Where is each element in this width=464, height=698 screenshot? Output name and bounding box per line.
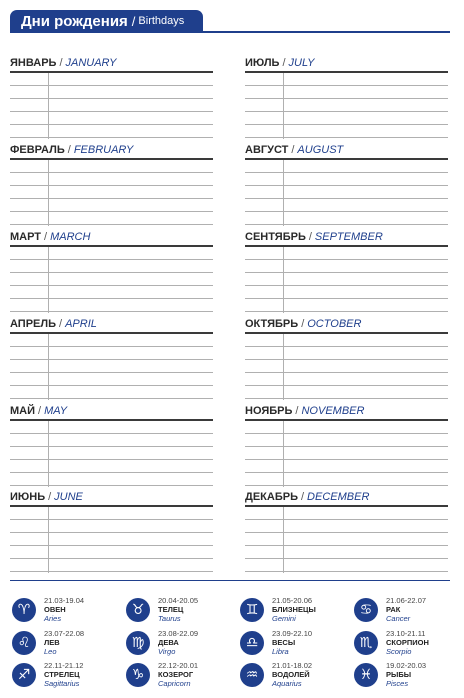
month-heading xyxy=(245,491,369,506)
zodiac-text xyxy=(44,661,83,688)
writing-line[interactable] xyxy=(245,137,448,138)
writing-line[interactable] xyxy=(10,198,213,199)
zodiac-dates: 21.03-19.04 xyxy=(44,596,85,605)
month-name-en: SEPTEMBER xyxy=(314,231,383,243)
writing-line[interactable] xyxy=(10,298,213,299)
month-name-ru: МАРТ xyxy=(10,231,42,243)
writing-line[interactable] xyxy=(245,459,448,460)
writing-line[interactable] xyxy=(10,259,213,260)
month-name-ru: ОКТЯБРЬ xyxy=(245,318,299,330)
month-separator: / xyxy=(282,57,286,69)
month-rule xyxy=(10,71,213,73)
month-name-ru: НОЯБРЬ xyxy=(245,405,293,417)
zodiac-name-ru: КОЗЕРОГ xyxy=(158,670,194,679)
libra-icon: ♎ xyxy=(240,631,264,655)
month-block xyxy=(245,491,448,576)
month-separator: / xyxy=(301,318,305,330)
page-title-tab xyxy=(10,10,203,32)
taurus-icon: ♉ xyxy=(126,598,150,622)
month-name-ru: ИЮЛЬ xyxy=(245,57,280,69)
zodiac-text xyxy=(44,629,84,656)
month-block xyxy=(10,491,213,576)
month-heading xyxy=(245,405,364,420)
zodiac-name-ru: ВЕСЫ xyxy=(272,638,296,647)
zodiac-name-ru: ЛЕВ xyxy=(44,638,60,647)
zodiac-item xyxy=(354,629,464,663)
cancer-icon: ♋ xyxy=(354,598,378,622)
month-rule xyxy=(245,245,448,247)
zodiac-name-en: Cancer xyxy=(386,614,411,623)
zodiac-text xyxy=(386,596,426,623)
date-column-line xyxy=(283,160,284,226)
zodiac-text xyxy=(272,661,312,688)
writing-line[interactable] xyxy=(245,433,448,434)
writing-line[interactable] xyxy=(245,311,448,312)
zodiac-text xyxy=(158,661,198,688)
page-subtitle: Birthdays xyxy=(138,15,185,27)
month-heading xyxy=(10,57,116,72)
month-block xyxy=(245,144,448,229)
month-name-ru: ЯНВАРЬ xyxy=(10,57,57,69)
month-separator: / xyxy=(44,231,48,243)
header-rule xyxy=(10,31,450,33)
zodiac-name-ru: СКОРПИОН xyxy=(386,638,429,647)
zodiac-name-en: Aquarius xyxy=(272,679,302,688)
zodiac-name-en: Scorpio xyxy=(386,647,412,656)
month-heading xyxy=(10,318,97,333)
zodiac-item xyxy=(12,629,124,663)
date-column-line xyxy=(48,421,49,487)
zodiac-item xyxy=(240,596,352,630)
writing-line[interactable] xyxy=(10,398,213,399)
zodiac-text xyxy=(158,629,198,656)
writing-line[interactable] xyxy=(10,472,213,473)
month-block xyxy=(10,318,213,403)
scorpio-icon: ♏ xyxy=(354,631,378,655)
writing-line[interactable] xyxy=(10,98,213,99)
month-name-en: NOVEMBER xyxy=(301,405,365,417)
writing-line[interactable] xyxy=(10,224,213,225)
month-separator: / xyxy=(48,491,52,503)
month-separator: / xyxy=(308,231,312,243)
writing-line[interactable] xyxy=(10,359,213,360)
zodiac-name-ru: ОВЕН xyxy=(44,605,66,614)
writing-line[interactable] xyxy=(245,259,448,260)
date-column-line xyxy=(283,334,284,400)
zodiac-name-en: Sagittarius xyxy=(44,679,80,688)
zodiac-name-ru: ТЕЛЕЦ xyxy=(158,605,184,614)
zodiac-text xyxy=(44,596,84,623)
writing-line[interactable] xyxy=(10,385,213,386)
writing-line[interactable] xyxy=(245,558,448,559)
writing-line[interactable] xyxy=(245,346,448,347)
zodiac-dates: 20.04-20.05 xyxy=(158,596,199,605)
date-column-line xyxy=(48,73,49,139)
month-name-en: MAY xyxy=(44,405,68,417)
aries-icon: ♈ xyxy=(12,598,36,622)
month-name-ru: АПРЕЛЬ xyxy=(10,318,57,330)
capricorn-icon: ♑ xyxy=(126,663,150,687)
writing-line[interactable] xyxy=(245,359,448,360)
writing-line[interactable] xyxy=(245,285,448,286)
leo-icon: ♌ xyxy=(12,631,36,655)
writing-line[interactable] xyxy=(245,172,448,173)
month-name-ru: АВГУСТ xyxy=(245,144,289,156)
month-block xyxy=(245,318,448,403)
date-column-line xyxy=(48,507,49,573)
writing-line[interactable] xyxy=(245,545,448,546)
date-column-line xyxy=(48,334,49,400)
zodiac-name-ru: ВОДОЛЕЙ xyxy=(272,670,310,679)
zodiac-item xyxy=(126,661,238,695)
writing-line[interactable] xyxy=(245,211,448,212)
virgo-icon: ♍ xyxy=(126,631,150,655)
writing-line[interactable] xyxy=(245,532,448,533)
month-name-ru: ФЕВРАЛЬ xyxy=(10,144,65,156)
month-rule xyxy=(10,505,213,507)
month-heading xyxy=(245,231,383,246)
zodiac-dates: 23.10-21.11 xyxy=(386,629,426,638)
month-name-en: JUNE xyxy=(54,491,83,503)
month-block xyxy=(245,405,448,490)
writing-line[interactable] xyxy=(10,459,213,460)
date-column-line xyxy=(283,507,284,573)
month-name-en: AUGUST xyxy=(297,144,344,156)
writing-line[interactable] xyxy=(10,172,213,173)
month-name-ru: СЕНТЯБРЬ xyxy=(245,231,306,243)
month-name-en: DECEMBER xyxy=(307,491,370,503)
month-separator: / xyxy=(300,491,305,503)
month-rule xyxy=(245,158,448,160)
sagittarius-icon: ♐ xyxy=(12,663,36,687)
writing-line[interactable] xyxy=(245,372,448,373)
writing-line[interactable] xyxy=(245,485,448,486)
zodiac-dates: 21.05-20.06 xyxy=(272,596,313,605)
zodiac-name-ru: БЛИЗНЕЦЫ xyxy=(272,605,316,614)
writing-line[interactable] xyxy=(245,446,448,447)
month-block xyxy=(245,231,448,316)
zodiac-name-en: Taurus xyxy=(158,614,181,623)
month-block xyxy=(245,57,448,142)
zodiac-name-ru: ДЕВА xyxy=(158,638,179,647)
writing-line[interactable] xyxy=(245,298,448,299)
zodiac-item xyxy=(12,661,124,695)
zodiac-item xyxy=(240,661,352,695)
title-separator: / xyxy=(131,13,136,29)
zodiac-dates: 21.01-18.02 xyxy=(272,661,313,670)
month-name-ru: МАЙ xyxy=(10,405,36,417)
writing-line[interactable] xyxy=(245,472,448,473)
zodiac-item xyxy=(126,596,238,630)
writing-line[interactable] xyxy=(245,185,448,186)
writing-line[interactable] xyxy=(10,433,213,434)
writing-line[interactable] xyxy=(245,111,448,112)
month-separator: / xyxy=(67,144,71,156)
zodiac-dates: 21.06-22.07 xyxy=(386,596,427,605)
writing-line[interactable] xyxy=(245,198,448,199)
writing-line[interactable] xyxy=(10,211,213,212)
writing-line[interactable] xyxy=(10,571,213,572)
zodiac-item xyxy=(12,596,124,630)
writing-line[interactable] xyxy=(10,446,213,447)
date-column-line xyxy=(48,247,49,313)
writing-line[interactable] xyxy=(10,285,213,286)
month-heading xyxy=(245,318,361,333)
writing-line[interactable] xyxy=(10,558,213,559)
zodiac-text xyxy=(386,629,429,656)
date-column-line xyxy=(283,73,284,139)
writing-line[interactable] xyxy=(10,124,213,125)
writing-line[interactable] xyxy=(10,545,213,546)
writing-line[interactable] xyxy=(245,85,448,86)
zodiac-name-en: Virgo xyxy=(158,647,176,656)
zodiac-dates: 23.07-22.08 xyxy=(44,629,85,638)
month-block xyxy=(10,405,213,490)
month-heading xyxy=(10,405,67,420)
month-name-en: FEBRUARY xyxy=(73,144,134,156)
month-rule xyxy=(245,332,448,334)
zodiac-dates: 23.09-22.10 xyxy=(272,629,313,638)
writing-line[interactable] xyxy=(10,532,213,533)
zodiac-name-en: Libra xyxy=(272,647,289,656)
zodiac-dates: 22.12-20.01 xyxy=(158,661,199,670)
zodiac-name-en: Gemini xyxy=(272,614,296,623)
month-rule xyxy=(10,332,213,334)
writing-line[interactable] xyxy=(245,398,448,399)
zodiac-item xyxy=(354,596,464,630)
month-name-en: JULY xyxy=(288,57,315,69)
month-rule xyxy=(245,71,448,73)
zodiac-name-ru: СТРЕЛЕЦ xyxy=(44,670,80,679)
zodiac-text xyxy=(272,629,312,656)
writing-line[interactable] xyxy=(10,485,213,486)
aquarius-icon: ♒ xyxy=(240,663,264,687)
month-rule xyxy=(10,158,213,160)
zodiac-divider xyxy=(10,580,450,581)
month-rule xyxy=(245,419,448,421)
date-column-line xyxy=(48,160,49,226)
month-heading xyxy=(245,57,314,72)
month-name-en: JANUARY xyxy=(65,57,117,69)
writing-line[interactable] xyxy=(10,185,213,186)
month-block xyxy=(10,231,213,316)
month-name-ru: ДЕКАБРЬ xyxy=(245,491,298,503)
zodiac-item xyxy=(126,629,238,663)
month-heading xyxy=(245,144,343,159)
zodiac-text xyxy=(272,596,316,623)
page-title: Дни рождения xyxy=(21,12,128,30)
month-heading xyxy=(10,231,90,246)
zodiac-name-en: Pisces xyxy=(386,679,409,688)
zodiac-name-en: Aries xyxy=(44,614,62,623)
writing-line[interactable] xyxy=(10,137,213,138)
month-name-en: OCTOBER xyxy=(307,318,362,330)
writing-line[interactable] xyxy=(10,111,213,112)
date-column-line xyxy=(283,247,284,313)
zodiac-dates: 19.02-20.03 xyxy=(386,661,427,670)
month-separator: / xyxy=(291,144,295,156)
zodiac-name-en: Capricorn xyxy=(158,679,191,688)
date-column-line xyxy=(283,421,284,487)
month-block xyxy=(10,144,213,229)
writing-line[interactable] xyxy=(10,311,213,312)
writing-line[interactable] xyxy=(245,98,448,99)
zodiac-dates: 23.08-22.09 xyxy=(158,629,199,638)
writing-line[interactable] xyxy=(245,519,448,520)
month-separator: / xyxy=(59,318,63,330)
zodiac-item xyxy=(240,629,352,663)
writing-line[interactable] xyxy=(245,124,448,125)
zodiac-text xyxy=(158,596,198,623)
pisces-icon: ♓ xyxy=(354,663,378,687)
month-name-en: MARCH xyxy=(50,231,91,243)
writing-line[interactable] xyxy=(10,519,213,520)
month-name-en: APRIL xyxy=(65,318,97,330)
month-separator: / xyxy=(295,405,299,417)
writing-line[interactable] xyxy=(10,85,213,86)
month-rule xyxy=(10,419,213,421)
zodiac-item xyxy=(354,661,464,695)
zodiac-name-en: Leo xyxy=(44,647,57,656)
writing-line[interactable] xyxy=(10,272,213,273)
writing-line[interactable] xyxy=(10,372,213,373)
month-name-ru: ИЮНЬ xyxy=(10,491,46,503)
writing-line[interactable] xyxy=(245,224,448,225)
month-separator: / xyxy=(59,57,63,69)
zodiac-name-ru: РЫБЫ xyxy=(386,670,412,679)
month-rule xyxy=(10,245,213,247)
month-heading xyxy=(10,144,133,159)
writing-line[interactable] xyxy=(245,571,448,572)
writing-line[interactable] xyxy=(245,385,448,386)
zodiac-name-ru: РАК xyxy=(386,605,401,614)
gemini-icon: ♊ xyxy=(240,598,264,622)
writing-line[interactable] xyxy=(245,272,448,273)
month-heading xyxy=(10,491,83,506)
writing-line[interactable] xyxy=(10,346,213,347)
month-block xyxy=(10,57,213,142)
zodiac-text xyxy=(386,661,426,688)
month-separator: / xyxy=(38,405,42,417)
zodiac-dates: 22.11-21.12 xyxy=(44,661,84,670)
month-rule xyxy=(245,505,448,507)
